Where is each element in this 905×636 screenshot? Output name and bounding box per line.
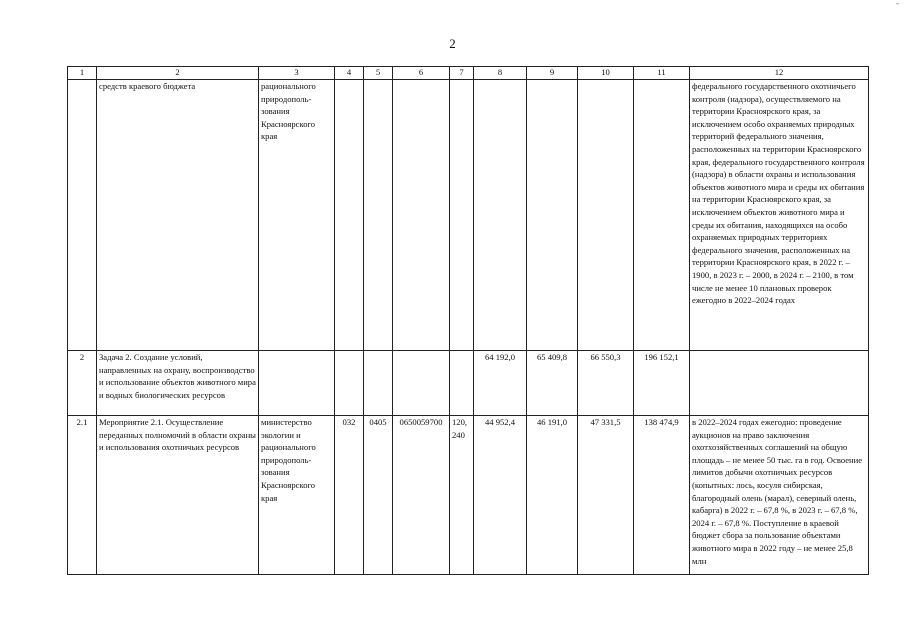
row-number: 2.1 <box>68 416 97 575</box>
expected-result: в 2022–2024 годах ежегодно: проведение аукционов на право заключения охотхозяйственных соглашений на общую площадь – не менее 50 тыс. га в год. Освоение лимитов добычи охотничьих ресурсов (копытных: лось, косуля сибирская, благородный олень (марал), северный олень, кабарга) в 2022 г. – 67,8 %, в 2023 г. – 67,8 %, 2024 г. – 67,8 %. Поступление в краевой бюджет сбора за пользование объектами животного мира в 2022 году – не менее 25,8 млн <box>690 416 869 575</box>
header-cell: 4 <box>335 67 364 80</box>
amount-total: 196 152,1 <box>634 351 690 416</box>
page-number: 2 <box>449 36 456 51</box>
row-number: 2 <box>68 351 97 416</box>
table-row <box>68 80 869 351</box>
responsible-party: министерство экологии и рационального природополь-зования Красноярского края <box>259 416 335 575</box>
amount-2023: 46 191,0 <box>527 416 578 575</box>
program-activities-table <box>67 66 869 575</box>
expected-result: федерального государственного охотничьего контроля (надзора), осуществляемого на территории Красноярского края, за исключением особо охраняемых природных территорий федерального значения, расположенных на территории Красноярского края, федерального государственного контроля (надзора) в области охраны и использования объектов животного мира и среды их обитания на территории Красноярского края, за исключением объектов животного мира и среды их обитания, находящихся на особо охраняемых природных территориях федерального значения, расположенных на территории Красноярского края, в 2022 г. – 1900, в 2023 г. – 2000, в 2024 г. – 2100, в том числе не менее 10 плановых проверок ежегодно в 2022–2024 годах <box>690 80 869 351</box>
header-cell: 11 <box>634 67 690 80</box>
amount-2024: 66 550,3 <box>578 351 634 416</box>
expected-result <box>690 351 869 416</box>
vr-code: 120, 240 <box>450 416 474 575</box>
header-cell: 8 <box>474 67 527 80</box>
csr-code: 0650059700 <box>393 416 450 575</box>
table-row <box>68 351 869 416</box>
amount-2022: 44 952,4 <box>474 416 527 575</box>
amount-2023 <box>527 80 578 351</box>
grbs-code <box>335 80 364 351</box>
header-cell: 7 <box>450 67 474 80</box>
task-name: средств краевого бюджета <box>97 80 259 351</box>
rzpr-code: 0405 <box>364 416 393 575</box>
grbs-code: 032 <box>335 416 364 575</box>
table-header-row <box>68 67 869 80</box>
header-cell: 5 <box>364 67 393 80</box>
header-cell: 12 <box>690 67 869 80</box>
table-row <box>68 416 869 575</box>
rzpr-code <box>364 351 393 416</box>
header-cell: 6 <box>393 67 450 80</box>
vr-code <box>450 351 474 416</box>
amount-total: 138 474,9 <box>634 416 690 575</box>
amount-2023: 65 409,8 <box>527 351 578 416</box>
csr-code <box>393 351 450 416</box>
header-cell: 1 <box>68 67 97 80</box>
responsible-party <box>259 351 335 416</box>
amount-2024 <box>578 80 634 351</box>
amount-total <box>634 80 690 351</box>
corner-mark: - <box>896 0 899 8</box>
amount-2022: 64 192,0 <box>474 351 527 416</box>
rzpr-code <box>364 80 393 351</box>
task-name: Задача 2. Создание условий, направленных на охрану, воспроизводство и использование объектов животного мира и водных биологических ресурсов <box>97 351 259 416</box>
header-cell: 10 <box>578 67 634 80</box>
responsible-party: рационального природополь-зования Красноярского края <box>259 80 335 351</box>
header-cell: 9 <box>527 67 578 80</box>
vr-code <box>450 80 474 351</box>
amount-2022 <box>474 80 527 351</box>
grbs-code <box>335 351 364 416</box>
amount-2024: 47 331,5 <box>578 416 634 575</box>
task-name: Мероприятие 2.1. Осуществление переданных полномочий в области охраны и использования охотничьих ресурсов <box>97 416 259 575</box>
header-cell: 3 <box>259 67 335 80</box>
header-cell: 2 <box>97 67 259 80</box>
row-number <box>68 80 97 351</box>
csr-code <box>393 80 450 351</box>
